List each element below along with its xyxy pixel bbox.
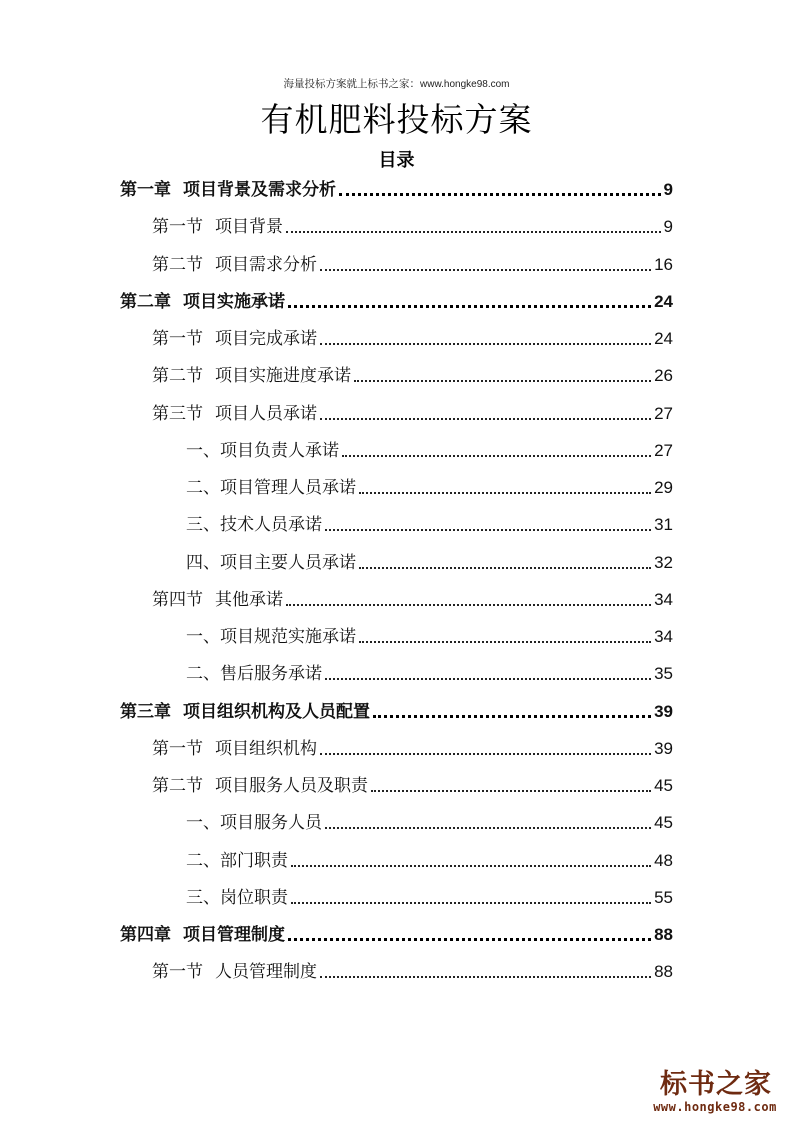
toc-section-entry[interactable] bbox=[152, 734, 673, 760]
toc-entry-title: 项目负责人承诺 bbox=[220, 440, 339, 461]
toc-entry-number: 第一节 bbox=[152, 329, 203, 349]
toc-chapter-entry[interactable] bbox=[120, 175, 673, 201]
toc-entry-title: 项目服务人员及职责 bbox=[215, 776, 368, 796]
toc-subsection-entry[interactable] bbox=[186, 436, 673, 462]
toc-leader-dots bbox=[320, 343, 651, 345]
toc-entry-number: 第三节 bbox=[152, 403, 203, 424]
toc-page-number: 55 bbox=[654, 887, 673, 907]
toc-leader-dots bbox=[359, 492, 651, 494]
document-title: 有机肥料投标方案 bbox=[260, 100, 533, 139]
toc-chapter-entry[interactable] bbox=[120, 697, 673, 723]
toc-entry-label bbox=[186, 812, 322, 834]
page-header bbox=[0, 76, 793, 91]
toc-entry-label bbox=[186, 663, 322, 685]
toc-entry-label bbox=[152, 328, 317, 350]
toc-section-entry[interactable] bbox=[152, 585, 673, 611]
toc-entry-label bbox=[152, 589, 283, 611]
toc-entry-title: 其他承诺 bbox=[215, 589, 283, 610]
toc-section-entry[interactable] bbox=[152, 324, 673, 350]
toc-entry-label bbox=[152, 738, 317, 760]
toc-page-number: 88 bbox=[654, 925, 673, 944]
toc-entry-number: 第一节 bbox=[152, 962, 203, 983]
toc-subsection-entry[interactable] bbox=[186, 808, 673, 834]
toc-leader-dots bbox=[325, 827, 651, 829]
toc-entry-title: 项目管理制度 bbox=[183, 925, 285, 945]
toc-chapter-entry[interactable] bbox=[120, 287, 673, 313]
toc-entry-title: 项目背景 bbox=[215, 217, 283, 238]
toc-entry-number: 第一章 bbox=[120, 180, 171, 200]
toc-subsection-entry[interactable] bbox=[186, 510, 673, 536]
toc-page-number: 9 bbox=[663, 217, 673, 237]
header-prefix: 海量投标方案就上标书之家： bbox=[283, 78, 420, 90]
toc-entry-number: 第一节 bbox=[152, 738, 203, 759]
toc-leader-dots bbox=[325, 678, 651, 680]
toc-page-number: 16 bbox=[654, 254, 673, 274]
toc-section-entry[interactable] bbox=[152, 250, 673, 276]
toc-entry-label bbox=[186, 552, 356, 574]
toc-page-number: 35 bbox=[654, 664, 673, 684]
toc-section-entry[interactable] bbox=[152, 212, 673, 238]
toc-entry-number: 一、 bbox=[186, 627, 220, 647]
toc-entry-title: 部门职责 bbox=[220, 850, 288, 871]
toc-entry-number: 二、 bbox=[186, 478, 220, 498]
toc-page-number: 45 bbox=[654, 776, 673, 795]
toc-page-number: 31 bbox=[654, 515, 673, 535]
watermark-logo bbox=[640, 1062, 790, 1118]
toc-leader-dots bbox=[371, 790, 651, 792]
toc-entry-title: 项目完成承诺 bbox=[215, 329, 317, 349]
toc-leader-dots bbox=[320, 269, 651, 271]
toc-entry-title: 项目背景及需求分析 bbox=[183, 180, 336, 200]
toc-entry-title: 项目组织机构 bbox=[215, 738, 317, 759]
toc-page-number: 24 bbox=[654, 291, 673, 311]
toc-entry-title: 岗位职责 bbox=[220, 887, 288, 908]
toc-entry-number: 一、 bbox=[186, 813, 220, 834]
toc-leader-dots bbox=[320, 418, 651, 420]
toc-entry-title: 项目人员承诺 bbox=[215, 403, 317, 424]
toc-page-number: 39 bbox=[654, 701, 673, 721]
toc-entry-number: 第二节 bbox=[152, 776, 203, 796]
toc-entry-title: 项目主要人员承诺 bbox=[220, 552, 356, 573]
toc-entry-title: 项目服务人员 bbox=[220, 813, 322, 834]
toc-entry-label bbox=[186, 850, 288, 872]
toc-leader-dots bbox=[291, 865, 651, 867]
toc-entry-number: 二、 bbox=[186, 850, 220, 871]
toc-entry-number: 第四章 bbox=[120, 925, 171, 945]
toc-subsection-entry[interactable] bbox=[186, 883, 673, 909]
toc-entry-label bbox=[152, 254, 317, 276]
toc-subsection-entry[interactable] bbox=[186, 548, 673, 574]
toc-entry-label bbox=[186, 477, 356, 499]
toc-page-number: 24 bbox=[654, 329, 673, 348]
toc-page-number: 34 bbox=[654, 589, 673, 609]
toc-entry-label bbox=[152, 775, 368, 797]
toc-entry-title: 项目实施承诺 bbox=[183, 291, 285, 312]
toc-leader-dots bbox=[291, 902, 651, 904]
toc-section-entry[interactable] bbox=[152, 361, 673, 387]
toc-subsection-entry[interactable] bbox=[186, 473, 673, 499]
toc-leader-dots bbox=[342, 455, 651, 457]
toc-page-number: 48 bbox=[654, 850, 673, 870]
toc-entry-number: 一、 bbox=[186, 440, 220, 461]
toc-entry-title: 项目规范实施承诺 bbox=[220, 627, 356, 647]
toc-entry-number: 第三章 bbox=[120, 701, 171, 722]
toc-entry-label bbox=[152, 365, 351, 387]
toc-page-number: 88 bbox=[654, 962, 673, 982]
toc-page-number: 34 bbox=[654, 627, 673, 646]
toc-section-entry[interactable] bbox=[152, 957, 673, 983]
toc-heading: 目录 bbox=[378, 150, 415, 171]
toc-page-number: 9 bbox=[663, 180, 673, 199]
toc-subsection-entry[interactable] bbox=[186, 622, 673, 648]
toc-entry-number: 三、 bbox=[186, 887, 220, 908]
toc-entry-number: 第一节 bbox=[152, 217, 203, 238]
toc-entry-number: 三、 bbox=[186, 515, 220, 536]
toc-leader-dots bbox=[320, 753, 651, 755]
toc-entry-number: 四、 bbox=[186, 552, 220, 573]
toc-subsection-entry[interactable] bbox=[186, 846, 673, 872]
toc-entry-number: 第二节 bbox=[152, 366, 203, 387]
toc-entry-title: 项目组织机构及人员配置 bbox=[183, 701, 370, 722]
toc-leader-dots bbox=[288, 938, 651, 941]
toc-entry-title: 人员管理制度 bbox=[215, 962, 317, 983]
toc-entry-label bbox=[152, 961, 317, 983]
toc-entry-number: 第二章 bbox=[120, 291, 171, 312]
toc-leader-dots bbox=[354, 380, 651, 382]
toc-leader-dots bbox=[286, 231, 661, 233]
toc-leader-dots bbox=[325, 529, 651, 531]
toc-entry-title: 项目实施进度承诺 bbox=[215, 366, 351, 387]
toc-chapter-entry[interactable] bbox=[120, 920, 673, 946]
toc-leader-dots bbox=[288, 305, 651, 308]
toc-page-number: 27 bbox=[654, 403, 673, 423]
toc-entry-title: 售后服务承诺 bbox=[220, 664, 322, 685]
toc-page-number: 32 bbox=[654, 552, 673, 572]
toc-entry-title: 项目管理人员承诺 bbox=[220, 478, 356, 498]
toc-entry-label bbox=[120, 179, 336, 201]
toc-page-number: 27 bbox=[654, 440, 673, 460]
toc-page-number: 39 bbox=[654, 738, 673, 758]
toc-section-entry[interactable] bbox=[152, 399, 673, 425]
header-url: www.hongke98.com bbox=[420, 79, 510, 90]
toc-entry-label bbox=[120, 924, 285, 946]
toc-leader-dots bbox=[286, 604, 651, 606]
toc-entry-label bbox=[120, 291, 285, 313]
toc-leader-dots bbox=[359, 641, 651, 643]
toc-entry-number: 第四节 bbox=[152, 589, 203, 610]
toc-entry-label bbox=[186, 626, 356, 648]
toc-entry-number: 第二节 bbox=[152, 254, 203, 275]
toc-page-number: 29 bbox=[654, 478, 673, 497]
watermark-name: 标书之家 bbox=[660, 1069, 772, 1100]
toc-leader-dots bbox=[320, 976, 651, 978]
toc-entry-label bbox=[152, 216, 283, 238]
toc-entry-label bbox=[152, 403, 317, 425]
toc-entry-title: 项目需求分析 bbox=[215, 254, 317, 275]
toc-leader-dots bbox=[359, 567, 651, 569]
toc-page-number: 45 bbox=[654, 813, 673, 833]
toc-entry-label bbox=[186, 514, 322, 536]
toc-page-number: 26 bbox=[654, 366, 673, 386]
toc-entry-number: 二、 bbox=[186, 664, 220, 685]
toc-section-entry[interactable] bbox=[152, 771, 673, 797]
toc-subsection-entry[interactable] bbox=[186, 659, 673, 685]
toc-entry-title: 技术人员承诺 bbox=[220, 515, 322, 536]
watermark-url: www.hongke98.com bbox=[653, 1100, 777, 1114]
toc-entry-label bbox=[186, 887, 288, 909]
toc-entry-label bbox=[120, 701, 370, 723]
toc-leader-dots bbox=[339, 193, 661, 196]
toc-leader-dots bbox=[373, 715, 651, 718]
toc-entry-label bbox=[186, 440, 339, 462]
